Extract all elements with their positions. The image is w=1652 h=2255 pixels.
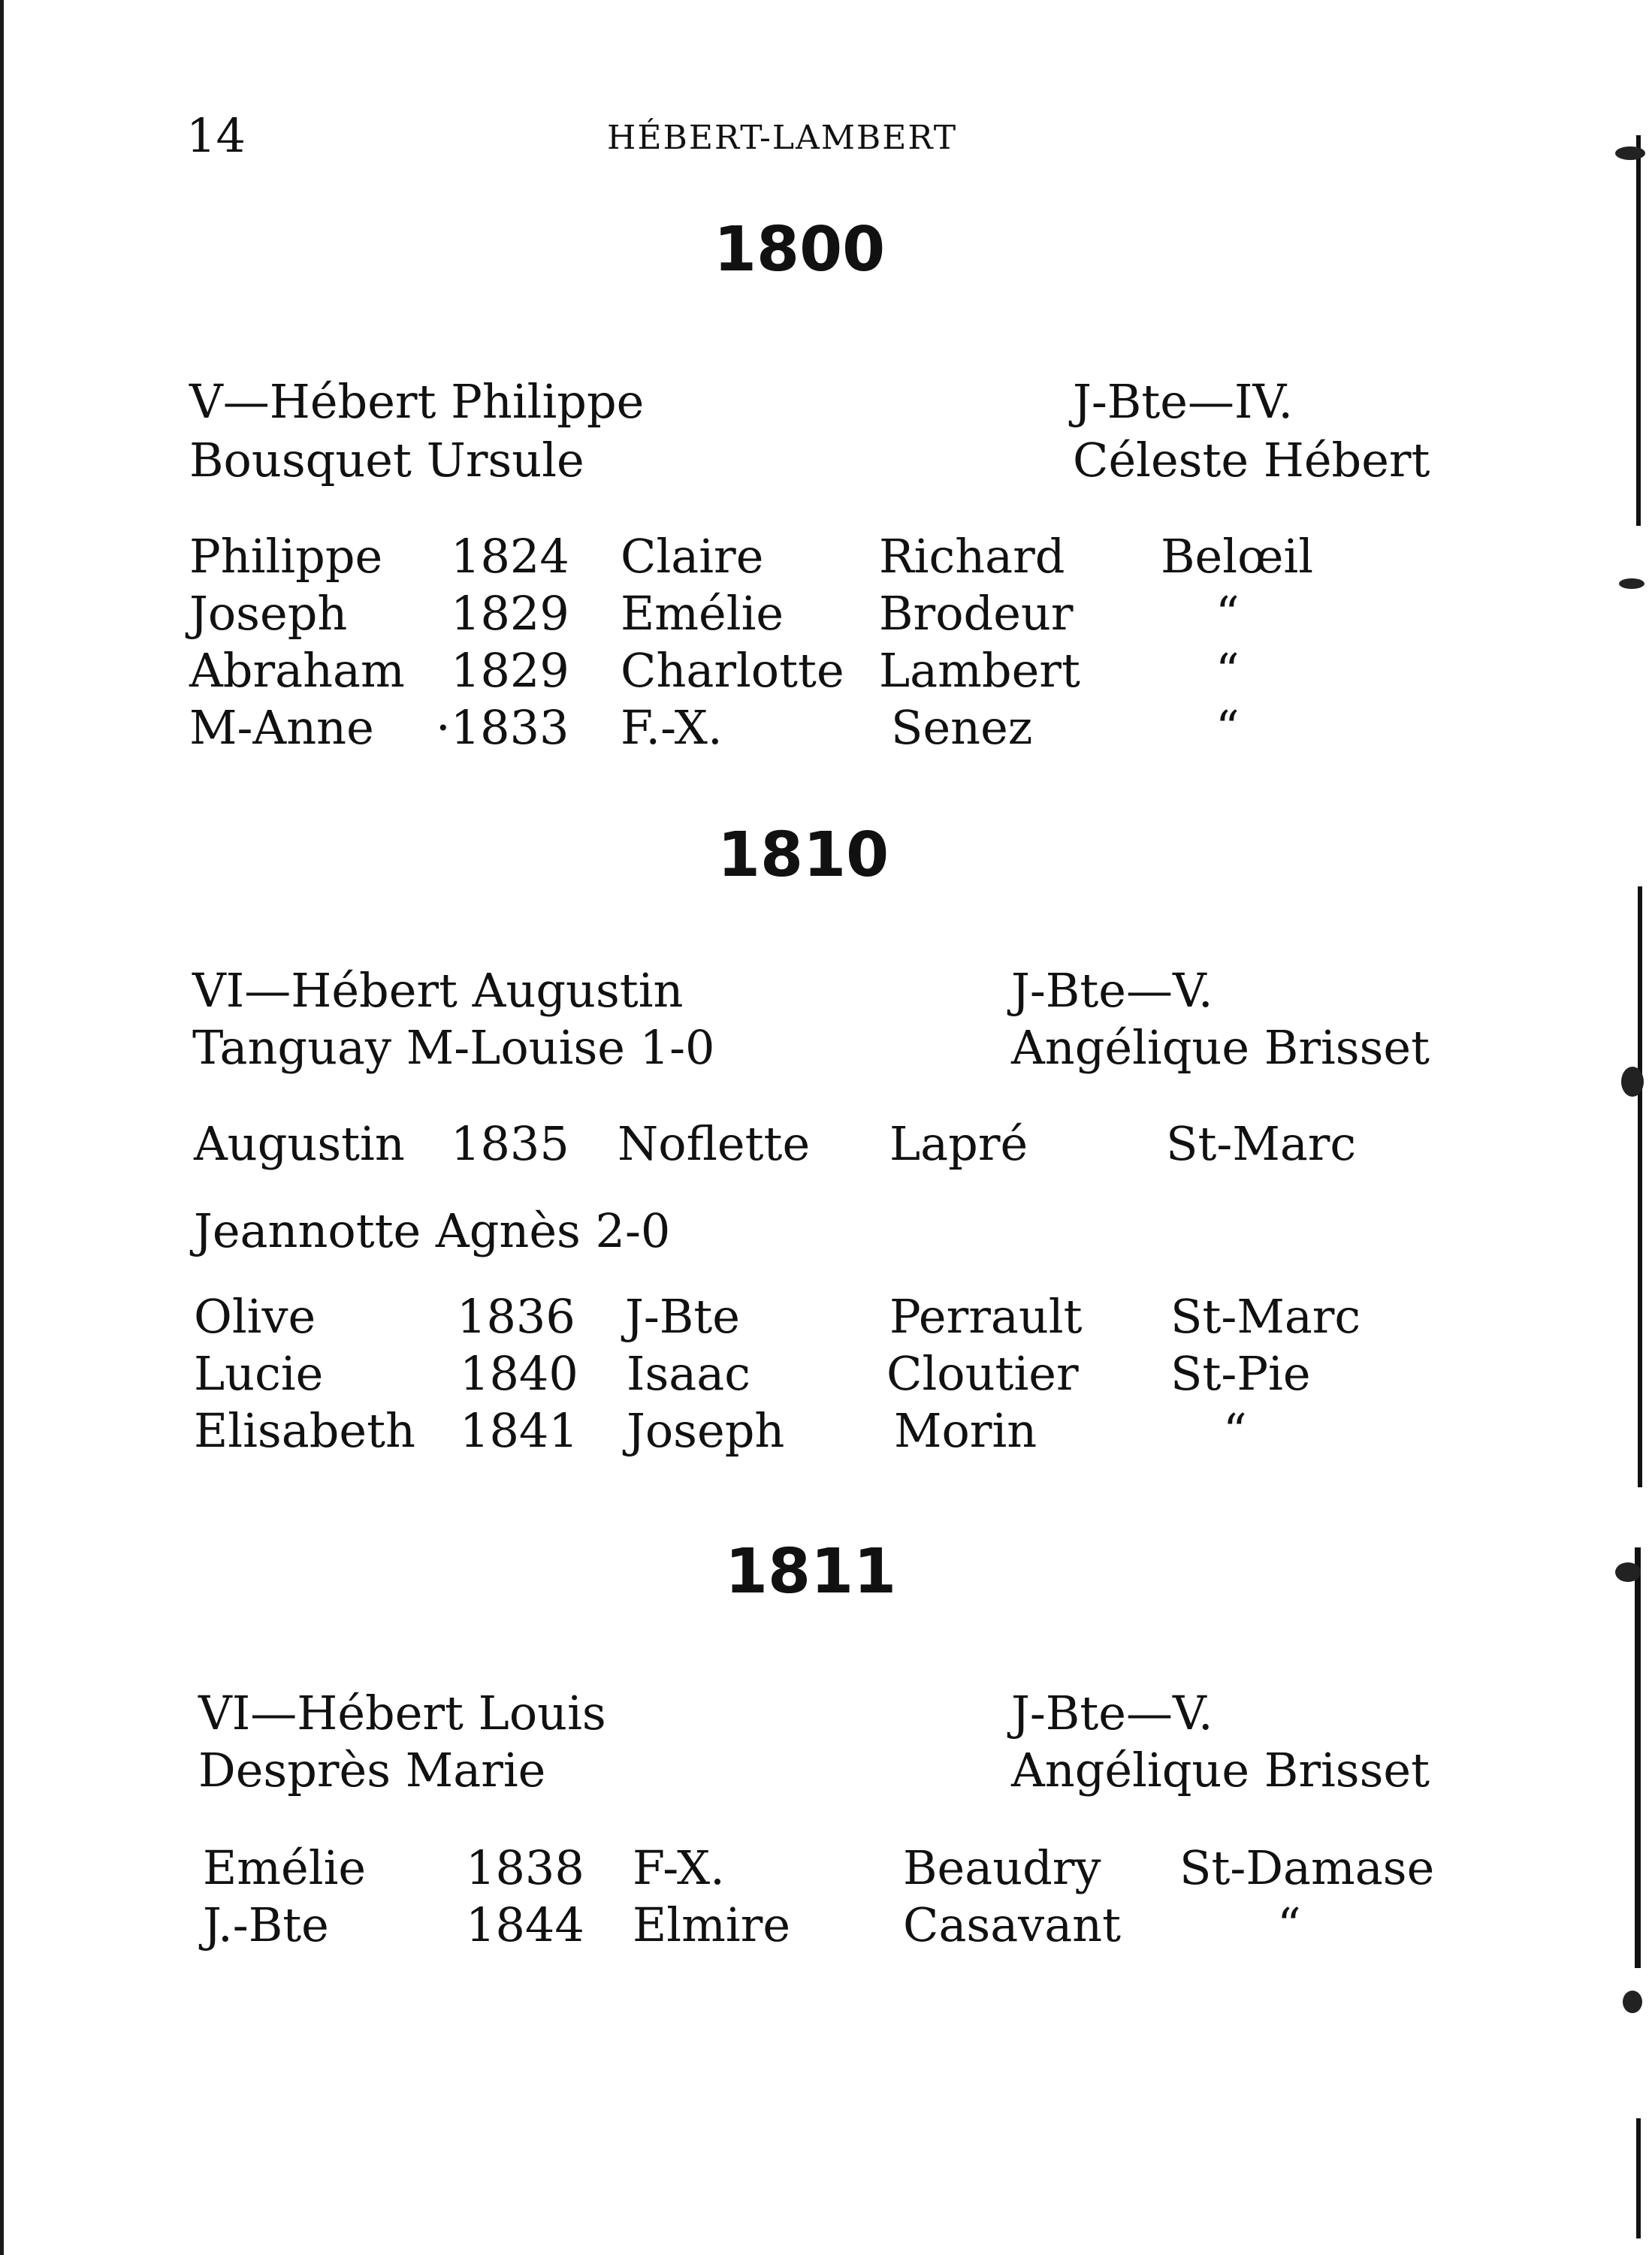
child-marriage-year: 1835 — [451, 1116, 569, 1171]
child-name: Philippe — [189, 529, 383, 584]
marriage-place: St-Marc — [1170, 1289, 1361, 1344]
section-year: 1811 — [725, 1536, 897, 1607]
spouse-last-name: Casavant — [903, 1897, 1122, 1952]
spouse-last-name: Lambert — [879, 643, 1080, 698]
child-marriage-year: 1840 — [460, 1346, 578, 1401]
wife-parents: Angélique Brisset — [1011, 1743, 1430, 1798]
spouse-last-name: Senez — [891, 700, 1033, 755]
spouse-first-name: Noflette — [618, 1116, 811, 1171]
child-marriage-year: 1836 — [457, 1289, 575, 1344]
ink-speck — [1619, 578, 1644, 589]
spouse-first-name: F.-X. — [621, 700, 723, 755]
wife-name: Desprès Marie — [198, 1743, 546, 1798]
husband-name: VI—Hébert Augustin — [192, 963, 684, 1018]
wife-parents: Angélique Brisset — [1011, 1020, 1430, 1075]
child-marriage-year: ·1833 — [436, 700, 569, 755]
ink-speck — [1615, 146, 1645, 160]
child-name: J.-Bte — [203, 1897, 329, 1952]
second-wife-name: Jeannotte Agnès 2-0 — [194, 1203, 671, 1258]
child-name: M-Anne — [189, 700, 374, 755]
spouse-first-name: Isaac — [627, 1346, 750, 1401]
spouse-last-name: Richard — [879, 529, 1065, 584]
spouse-first-name: F-X. — [633, 1840, 725, 1895]
right-page-edge — [1636, 2118, 1641, 2238]
child-name: Augustin — [194, 1116, 405, 1171]
marriage-place: St-Pie — [1170, 1346, 1311, 1401]
husband-name: V—Hébert Philippe — [189, 374, 645, 429]
section-year: 1800 — [714, 214, 886, 285]
spouse-last-name: Morin — [894, 1403, 1037, 1458]
right-page-edge — [1635, 1547, 1641, 1968]
husband-parents: J-Bte—IV. — [1073, 374, 1294, 429]
right-page-edge — [1636, 135, 1641, 526]
wife-name: Bousquet Ursule — [189, 433, 584, 488]
spouse-first-name: J-Bte — [625, 1289, 740, 1344]
marriage-place: Belœil — [1161, 529, 1314, 584]
right-page-edge — [1638, 886, 1642, 1487]
child-marriage-year: 1824 — [451, 529, 569, 584]
wife-parents: Céleste Hébert — [1073, 433, 1430, 488]
child-marriage-year: 1829 — [451, 586, 569, 641]
husband-parents: J-Bte—V. — [1011, 963, 1213, 1018]
marriage-place: St-Damase — [1179, 1840, 1435, 1895]
marriage-place: “ — [1216, 643, 1240, 698]
ink-speck — [1615, 1562, 1641, 1582]
ink-speck — [1623, 1991, 1642, 2013]
spouse-last-name: Beaudry — [903, 1840, 1101, 1895]
page-number: 14 — [186, 108, 246, 163]
spouse-last-name: Lapré — [889, 1116, 1028, 1171]
wife-name: Tanguay M-Louise 1-0 — [192, 1020, 715, 1075]
marriage-place: St-Marc — [1166, 1116, 1357, 1171]
ink-speck — [1621, 1067, 1644, 1097]
child-marriage-year: 1841 — [460, 1403, 578, 1458]
child-name: Olive — [194, 1289, 316, 1344]
marriage-place: “ — [1216, 700, 1240, 755]
child-marriage-year: 1838 — [466, 1840, 584, 1895]
section-year: 1810 — [717, 820, 889, 891]
child-name: Elisabeth — [194, 1403, 415, 1458]
spouse-first-name: Elmire — [633, 1897, 791, 1952]
marriage-place: “ — [1216, 586, 1240, 641]
child-name: Lucie — [194, 1346, 324, 1401]
child-marriage-year: 1829 — [451, 643, 569, 698]
spouse-first-name: Emélie — [621, 586, 784, 641]
husband-name: VI—Hébert Louis — [198, 1686, 606, 1740]
spouse-first-name: Joseph — [627, 1403, 785, 1458]
spouse-first-name: Charlotte — [621, 643, 844, 698]
child-name: Abraham — [189, 643, 405, 698]
spouse-last-name: Brodeur — [879, 586, 1074, 641]
spouse-first-name: Claire — [621, 529, 764, 584]
marriage-place: “ — [1223, 1403, 1247, 1458]
spouse-last-name: Cloutier — [886, 1346, 1079, 1401]
child-marriage-year: 1844 — [466, 1897, 584, 1952]
child-name: Emélie — [203, 1840, 367, 1895]
running-title: HÉBERT-LAMBERT — [607, 119, 958, 157]
husband-parents: J-Bte—V. — [1011, 1686, 1213, 1740]
left-page-edge — [0, 0, 4, 2255]
spouse-last-name: Perrault — [889, 1289, 1083, 1344]
marriage-place: “ — [1277, 1897, 1301, 1952]
child-name: Joseph — [189, 586, 348, 641]
